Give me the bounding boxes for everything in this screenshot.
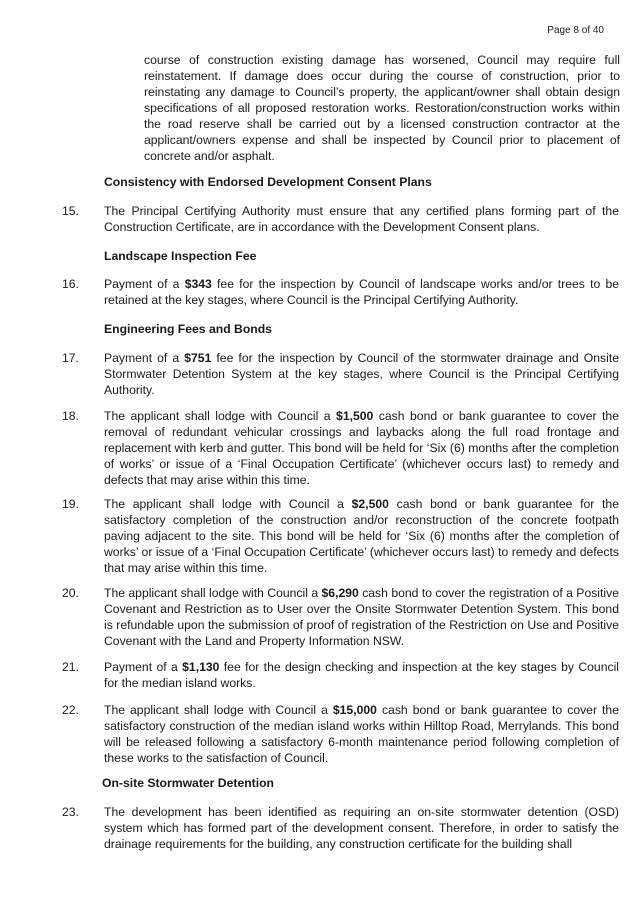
item-text-23: The development has been identified as requiring an on-site stormwater detention (OSD) system which has formed part of the development consent. Therefore, in order to satisfy the drainage requirements for the building, any construction certificate for the building shall [104, 805, 619, 851]
item-number-17: 17. [62, 351, 79, 365]
item-17-post: fee for the inspection by Council of the stormwater drainage and Onsite Stormwater Detention System at the key stages, where Council is the Principal Certifying Authority. [104, 351, 619, 397]
item-16-amount: $343 [184, 277, 212, 291]
item-number-20: 20. [62, 586, 79, 600]
item-text-15: The Principal Certifying Authority must ensure that any certified plans forming part of the Construction Certificate, are in accordance with the Development Consent plans. [104, 204, 619, 234]
item-20-amount: $6,290 [321, 586, 359, 600]
item-number-23: 23. [62, 805, 79, 819]
item-number-16: 16. [62, 277, 79, 291]
item-number-19: 19. [62, 497, 79, 511]
item-text-17 [104, 350, 619, 398]
item-20-post: cash bond to cover the registration of a Positive Covenant and Restriction as to User over the Onsite Stormwater Detention System. This bond is refundable upon the submission of proof of registration of the Restriction on Use and Positive Covenant with the Land and Property Information NSW. [104, 586, 619, 648]
item-text-19 [104, 496, 619, 576]
item-17-amount: $751 [184, 351, 212, 365]
item-19-pre: The applicant shall lodge with Council a [104, 497, 352, 511]
item-text-18 [104, 408, 619, 488]
item-text-16 [104, 276, 619, 308]
item-19-post: cash bond or bank guarantee for the satisfactory completion of the construction and/or reconstruction of the concrete footpath paving adjacent to the site. This bond will be held for ‘Six (6) months after the completion of works’ or issue of a ‘Final Occupation Certificate’ (whichever occurs last) to remedy and defects that may arise within this time. [104, 497, 619, 575]
page-number: Page 8 of 40 [547, 25, 604, 36]
item-22-pre: The applicant shall lodge with Council a [104, 703, 333, 717]
item-20-pre: The applicant shall lodge with Council a [104, 586, 322, 600]
item-text-21 [104, 659, 619, 691]
item-22-post: cash bond or bank guarantee to cover the satisfactory construction of the median island works within Hilltop Road, Merrylands. This bond will be released following a satisfactory 6-month maintenance period following completion of these works to the satisfaction of Council. [104, 703, 619, 765]
item-18-post: cash bond or bank guarantee to cover the removal of redundant vehicular crossings and laybacks along the full road frontage and replacement with kerb and gutter. This bond will be held for ‘Six (6) months after the completion of works’ or issue of a ‘Final Occupation Certificate’ (whichever occurs last) to remedy and defects that may arise within this time. [104, 409, 619, 487]
continuation-paragraph: course of construction existing damage has worsened, Council may require full reinstatement. If damage does occur during the course of construction, prior to reinstating any damage to Council’s property, the applicant/owner shall obtain design specifications of all proposed restoration works. Restoration/construction works within the road reserve shall be carried out by a licensed construction contractor at the applicant/owners expense and shall be inspected by Council prior to placement of concrete and/or asphalt. [144, 53, 620, 163]
item-21-pre: Payment of a [104, 660, 183, 674]
item-16-pre: Payment of a [104, 277, 185, 291]
item-21-amount: $1,130 [182, 660, 220, 674]
item-number-21: 21. [62, 660, 79, 674]
heading-landscape: Landscape Inspection Fee [104, 249, 257, 263]
item-text-22 [104, 702, 619, 766]
item-number-15: 15. [62, 204, 79, 218]
heading-engineering: Engineering Fees and Bonds [104, 322, 272, 336]
heading-consistency: Consistency with Endorsed Development Consent Plans [104, 175, 432, 189]
item-18-amount: $1,500 [336, 409, 374, 423]
item-16-post: fee for the inspection by Council of landscape works and/or trees to be retained at the key stages, where Council is the Principal Certifying Authority. [104, 277, 620, 307]
item-text-20 [104, 585, 619, 649]
item-number-18: 18. [62, 409, 79, 423]
item-19-amount: $2,500 [351, 497, 389, 511]
item-21-post: fee for the design checking and inspection at the key stages by Council for the median island works. [104, 660, 619, 690]
heading-osd: On-site Stormwater Detention [102, 776, 274, 790]
item-number-22: 22. [62, 703, 79, 717]
item-17-pre: Payment of a [104, 351, 185, 365]
item-18-pre: The applicant shall lodge with Council a [104, 409, 337, 423]
item-22-amount: $15,000 [332, 703, 377, 717]
